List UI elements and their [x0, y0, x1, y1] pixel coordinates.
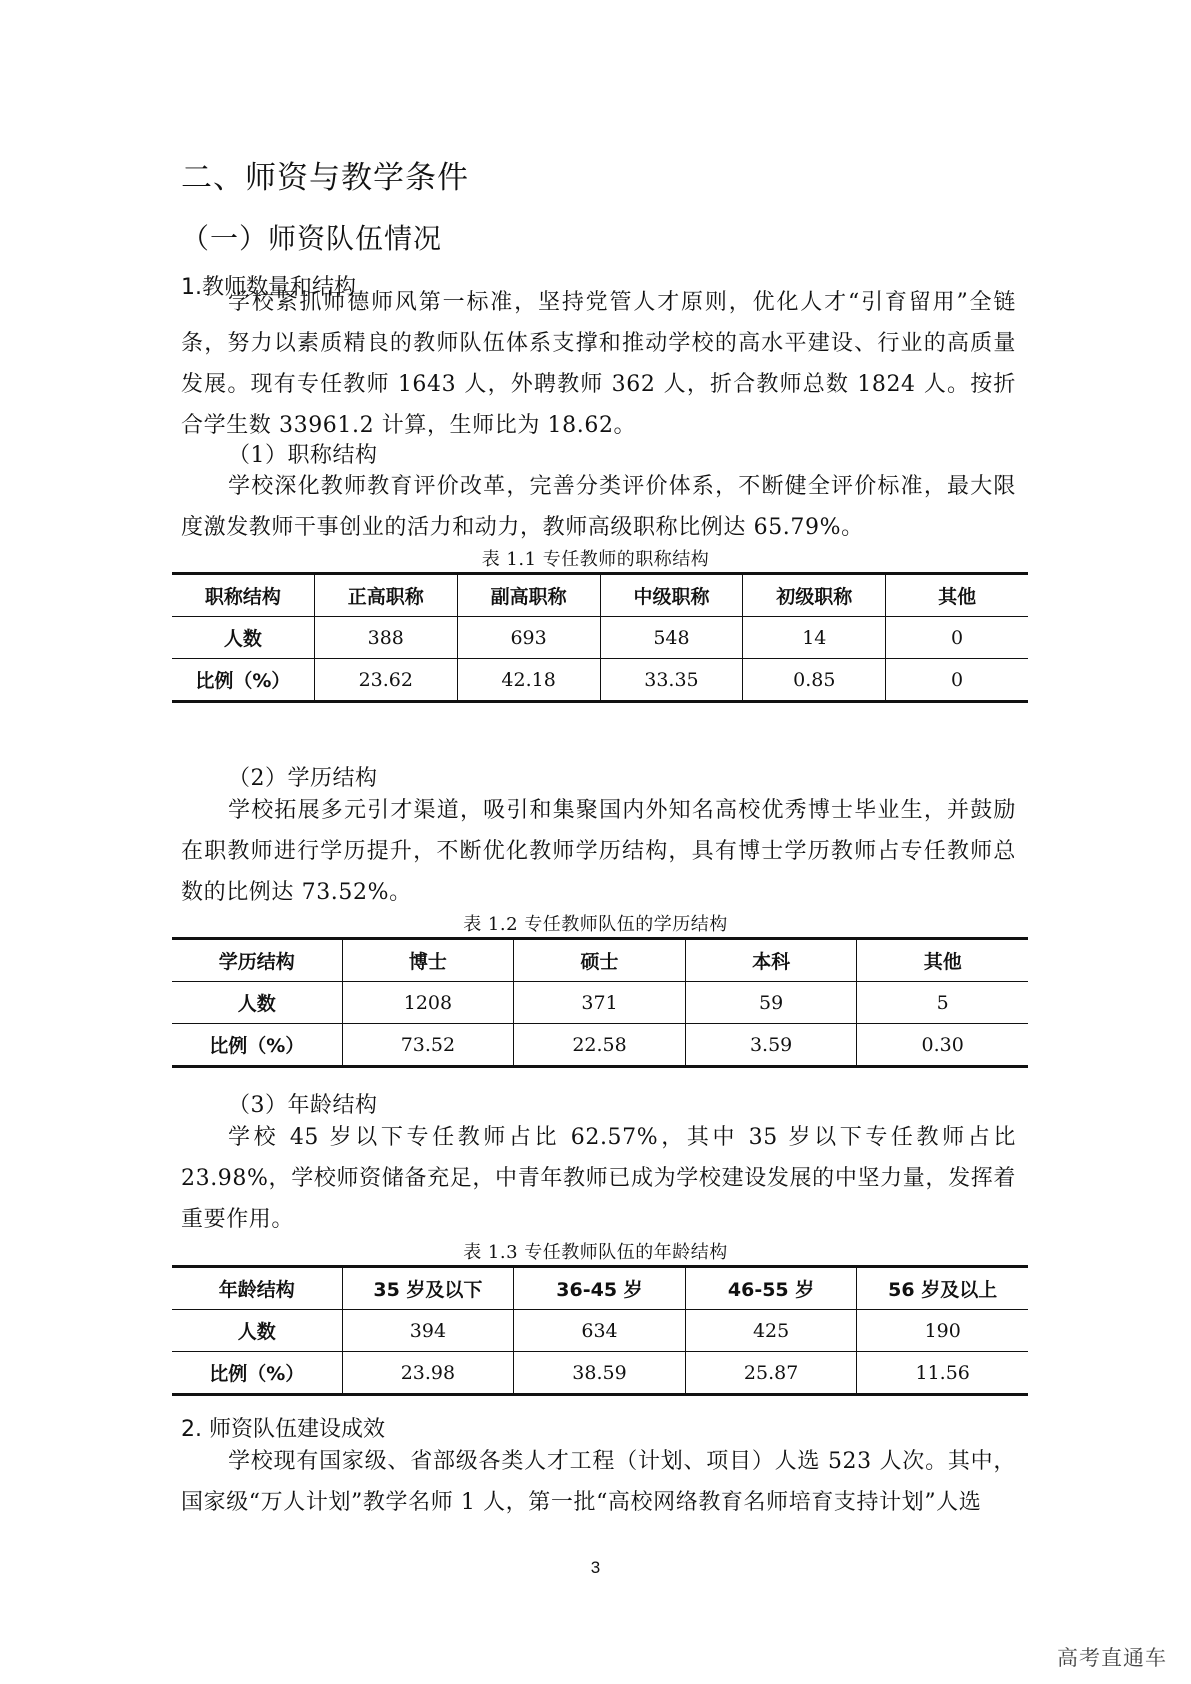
- subsection-heading: （一）师资队伍情况: [181, 222, 443, 255]
- table-cell: 23.98: [342, 1352, 514, 1395]
- title-structure-table: [172, 572, 1028, 703]
- table-cell: 0: [886, 659, 1028, 702]
- table-header: 其他: [886, 574, 1028, 617]
- table-header: 副高职称: [457, 574, 600, 617]
- topic-heading: 2. 师资队伍建设成效: [181, 1417, 385, 1442]
- table-cell: 425: [685, 1310, 857, 1352]
- row-header: 人数: [172, 982, 342, 1024]
- table-row: [172, 659, 1028, 702]
- table-header: 学历结构: [172, 939, 342, 982]
- achievements-paragraph: 学校现有国家级、省部级各类人才工程（计划、项目）人选 523 人次。其中，国家级“万人计划”教学名师 1 人，第一批“高校网络教育名师培育支持计划”人选: [181, 1449, 1016, 1515]
- table-header: 正高职称: [314, 574, 457, 617]
- table-cell: 634: [514, 1310, 686, 1352]
- table-cell: 371: [514, 982, 686, 1024]
- table-header: 初级职称: [743, 574, 886, 617]
- table-cell: 3.59: [685, 1024, 857, 1067]
- watermark: 高考直通车: [1057, 1646, 1167, 1670]
- table-cell: 11.56: [857, 1352, 1028, 1395]
- age-structure-table: [172, 1265, 1028, 1396]
- table-cell: 5: [857, 982, 1028, 1024]
- table2-caption: 表 1.2 专任教师队伍的学历结构: [463, 914, 728, 935]
- table-cell: 38.59: [514, 1352, 686, 1395]
- table-cell: 22.58: [514, 1024, 686, 1067]
- table-header: 博士: [342, 939, 514, 982]
- row-header: 比例（%）: [172, 1024, 342, 1067]
- table-cell: 59: [685, 982, 857, 1024]
- title-structure-paragraph: 学校深化教师教育评价改革，完善分类评价体系，不断健全评价标准，最大限度激发教师干事创业的活力和动力，教师高级职称比例达 65.79%。: [181, 474, 1016, 540]
- table-cell: 1208: [342, 982, 514, 1024]
- table-cell: 73.52: [342, 1024, 514, 1067]
- table-header: 年龄结构: [172, 1267, 342, 1310]
- table-header: 56 岁及以上: [857, 1267, 1028, 1310]
- table-cell: 388: [314, 617, 457, 659]
- table-row: [172, 1352, 1028, 1395]
- row-header: 比例（%）: [172, 1352, 342, 1395]
- table-cell: 693: [457, 617, 600, 659]
- table-header: 硕士: [514, 939, 686, 982]
- row-header: 人数: [172, 1310, 342, 1352]
- topic-heading: 1.教师数量和结构: [181, 275, 356, 300]
- row-header: 比例（%）: [172, 659, 314, 702]
- section-heading: 二、师资与教学条件: [181, 160, 469, 196]
- table3-caption: 表 1.3 专任教师队伍的年龄结构: [463, 1242, 728, 1263]
- table-cell: 0.30: [857, 1024, 1028, 1067]
- table-cell: 0: [886, 617, 1028, 659]
- table-cell: 23.62: [314, 659, 457, 702]
- table-cell: 14: [743, 617, 886, 659]
- table-cell: 190: [857, 1310, 1028, 1352]
- title-structure-heading: （1）职称结构: [228, 443, 378, 468]
- table1-caption: 表 1.1 专任教师的职称结构: [481, 549, 710, 570]
- table-header: 36-45 岁: [514, 1267, 686, 1310]
- table-header: 35 岁及以下: [342, 1267, 514, 1310]
- table-header: 中级职称: [600, 574, 743, 617]
- education-structure-paragraph: 学校拓展多元引才渠道，吸引和集聚国内外知名高校优秀博士毕业生，并鼓励在职教师进行学历提升，不断优化教师学历结构，具有博士学历教师占专任教师总数的比例达 73.52%。: [181, 798, 1016, 905]
- table-cell: 42.18: [457, 659, 600, 702]
- table-header: 46-55 岁: [685, 1267, 857, 1310]
- education-structure-heading: （2）学历结构: [228, 766, 378, 791]
- table-header: 其他: [857, 939, 1028, 982]
- table-row: [172, 982, 1028, 1024]
- age-structure-heading: （3）年龄结构: [228, 1093, 378, 1118]
- table-cell: 548: [600, 617, 743, 659]
- table-cell: 394: [342, 1310, 514, 1352]
- table-row: [172, 1024, 1028, 1067]
- intro-paragraph: 学校紧抓师德师风第一标准，坚持党管人才原则，优化人才“引育留用”全链条，努力以素质精良的教师队伍体系支撑和推动学校的高水平建设、行业的高质量发展。现有专任教师 1643 人，外聘教师 362 人，折合教师总数 1824 人。按折合学生数 33961.2 计算，生师比为 18.62。: [181, 290, 1016, 438]
- table-row: [172, 617, 1028, 659]
- page-number: 3: [590, 1558, 601, 1577]
- table-cell: 33.35: [600, 659, 743, 702]
- table-header: 职称结构: [172, 574, 314, 617]
- table-row: [172, 1310, 1028, 1352]
- row-header: 人数: [172, 617, 314, 659]
- table-cell: 0.85: [743, 659, 886, 702]
- table-header: 本科: [685, 939, 857, 982]
- education-structure-table: [172, 937, 1028, 1068]
- age-structure-paragraph: 学校 45 岁以下专任教师占比 62.57%，其中 35 岁以下专任教师占比 23.98%，学校师资储备充足，中青年教师已成为学校建设发展的中坚力量，发挥着重要作用。: [181, 1125, 1016, 1232]
- table-cell: 25.87: [685, 1352, 857, 1395]
